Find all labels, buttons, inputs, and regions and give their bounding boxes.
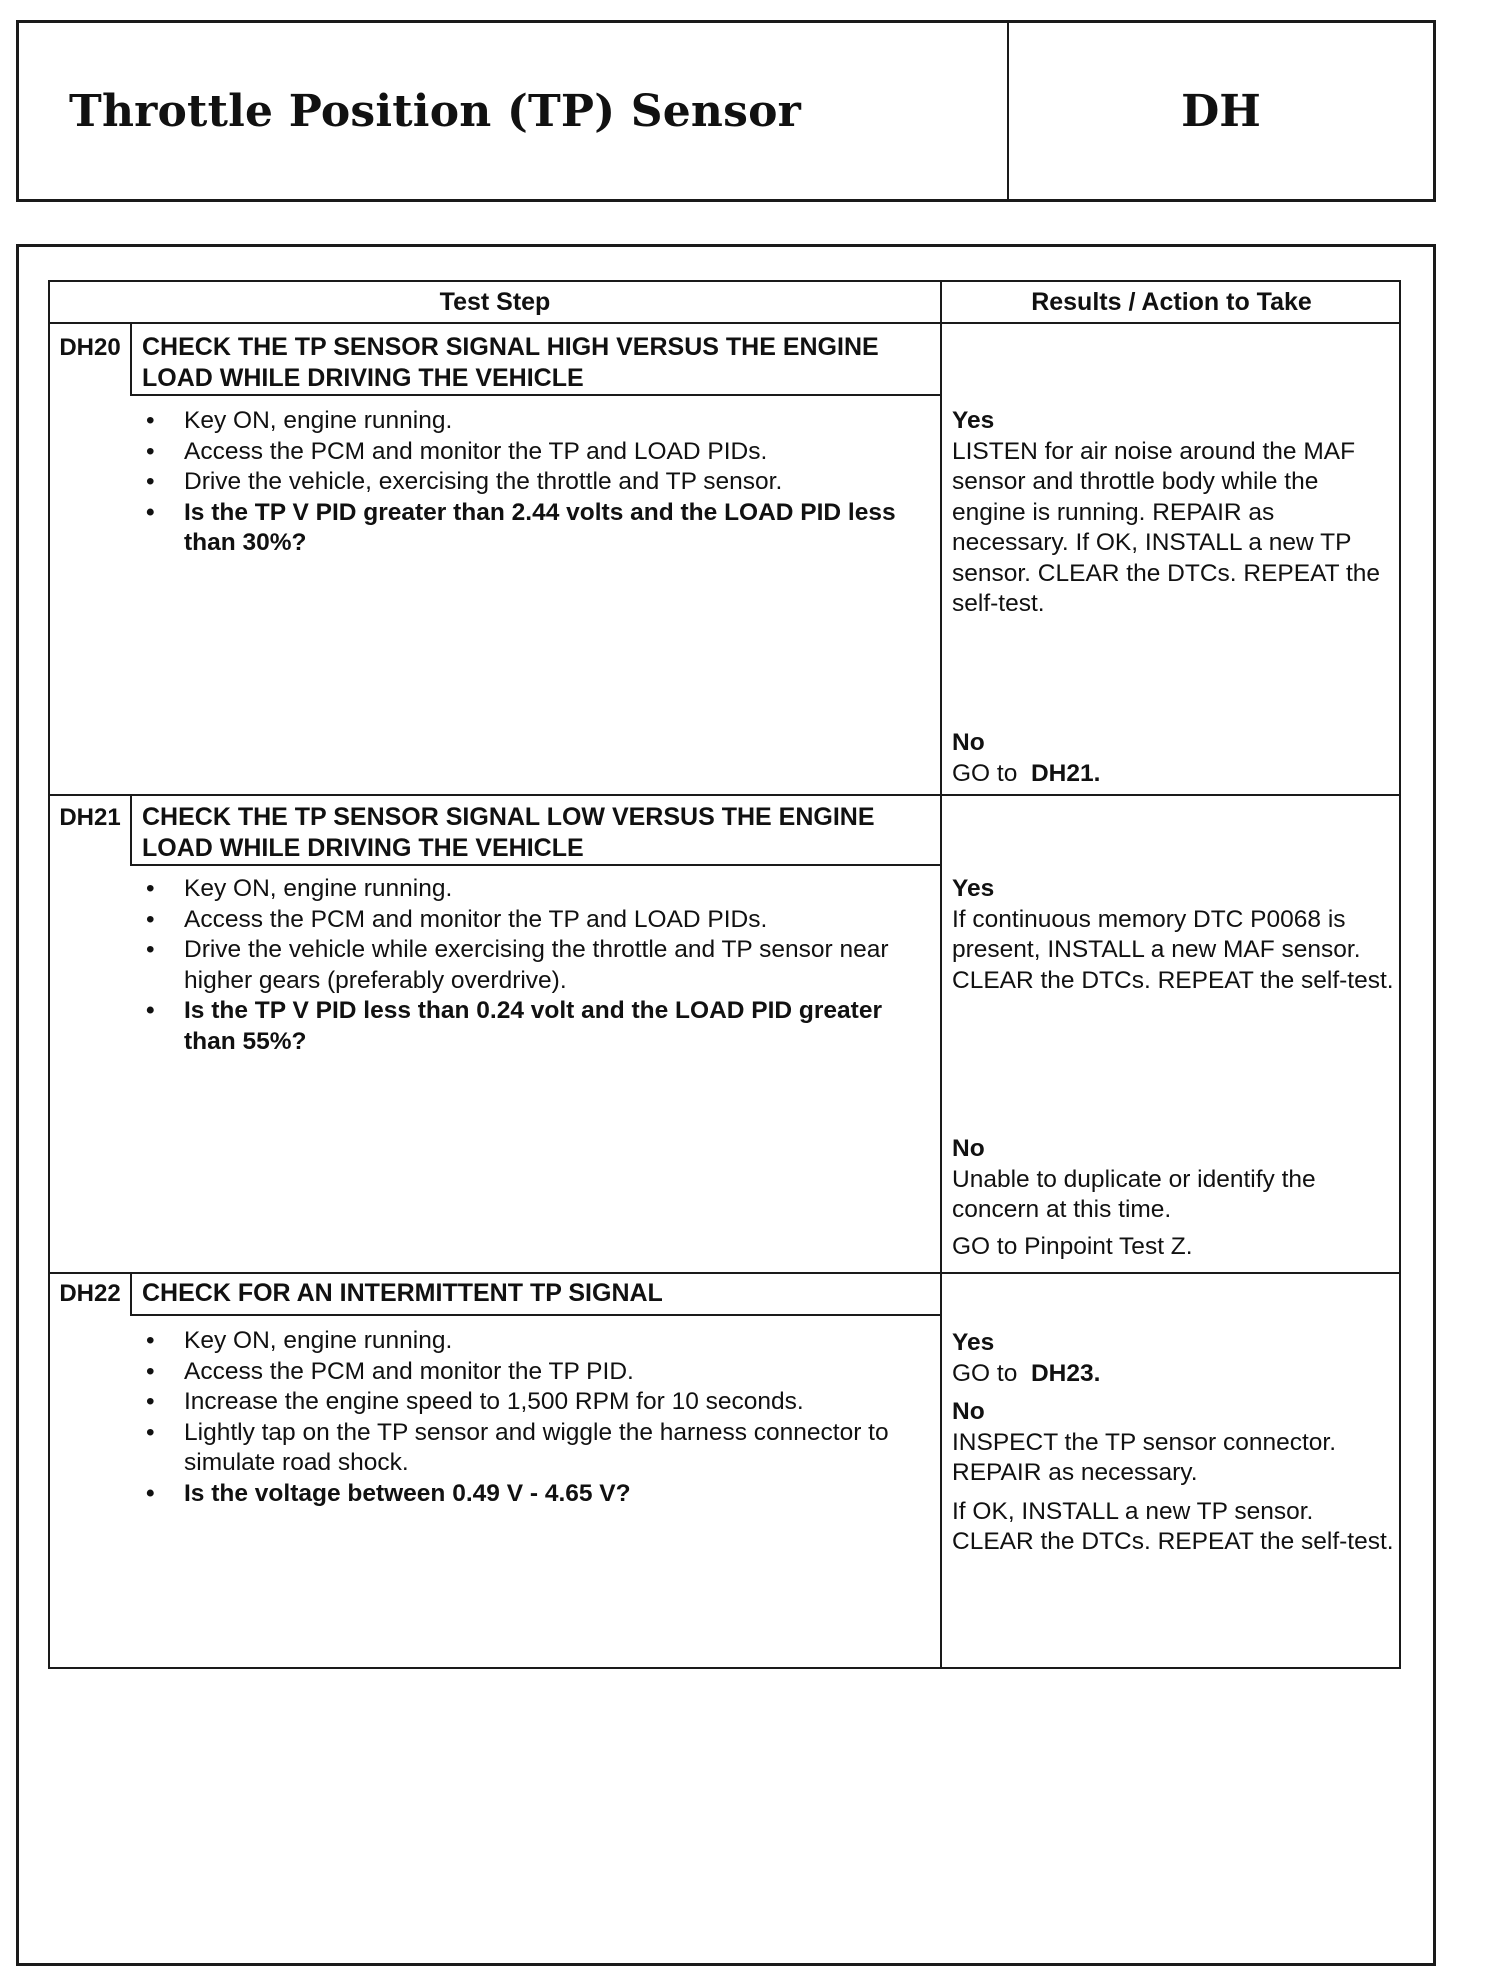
step-title-rule (130, 864, 940, 866)
list-item: • Access the PCM and monitor the TP and LOAD PIDs. (142, 437, 932, 468)
no-action (952, 759, 1397, 790)
goto-text: GO to Pinpoint Test Z. (952, 1232, 1193, 1260)
yes-result (952, 874, 1397, 996)
step-id-divider (130, 1274, 132, 1314)
list-item: • Key ON, engine running. (142, 406, 932, 437)
no-result (952, 728, 1397, 789)
list-item: • Increase the engine speed to 1,500 RPM for 10 seconds. (142, 1387, 932, 1418)
no-label: No (952, 1135, 985, 1162)
title-cell (19, 23, 1009, 199)
step-divider (50, 1272, 1399, 1274)
step-id: DH20 (59, 334, 121, 361)
step-question: • Is the TP V PID less than 0.24 volt and the LOAD PID greater than 55%? (142, 996, 932, 1057)
step-instructions (142, 406, 932, 559)
step-title: CHECK FOR AN INTERMITTENT TP SIGNAL (142, 1279, 663, 1307)
goto-text: GO to (952, 1359, 1018, 1387)
no-action: INSPECT the TP sensor connector. REPAIR as necessary. (952, 1428, 1337, 1486)
yes-result (952, 1328, 1397, 1558)
page-title: Throttle Position (TP) Sensor (69, 85, 802, 137)
step-instructions (142, 1326, 932, 1509)
step-instructions (142, 874, 932, 1057)
step-divider (50, 794, 1399, 796)
list-item: • Access the PCM and monitor the TP and LOAD PIDs. (142, 905, 932, 936)
yes-result (952, 406, 1397, 620)
list-item: • Key ON, engine running. (142, 874, 932, 905)
yes-label: Yes (952, 407, 995, 434)
step-question: • Is the voltage between 0.49 V - 4.65 V? (142, 1479, 932, 1510)
header-test-step: Test Step (439, 287, 551, 316)
step-question: • Is the TP V PID greater than 2.44 volts and the LOAD PID less than 30%? (142, 498, 932, 559)
step-id-divider (130, 324, 132, 394)
step-id: DH21 (59, 804, 121, 831)
no-label: No (952, 1398, 985, 1425)
yes-label: Yes (952, 875, 995, 902)
yes-action: If continuous memory DTC P0068 is present, INSTALL a new MAF sensor. CLEAR the DTCs. REPEAT the self-test. (952, 905, 1394, 994)
goto-text: GO to (952, 759, 1018, 787)
goto-target: DH21. (1030, 759, 1101, 787)
list-item: • Lightly tap on the TP sensor and wiggle the harness connector to simulate road shock. (142, 1418, 932, 1479)
no-label: No (952, 729, 985, 756)
step-id-divider (130, 796, 132, 864)
list-item: • Drive the vehicle, exercising the throttle and TP sensor. (142, 467, 932, 498)
no-action-followup: If OK, INSTALL a new TP sensor. CLEAR the DTCs. REPEAT the self-test. (952, 1497, 1394, 1555)
header-rule (50, 322, 1399, 324)
list-item: • Key ON, engine running. (142, 1326, 932, 1357)
goto-target: DH23. (1030, 1359, 1101, 1387)
step-title-rule (130, 394, 940, 396)
list-item: • Access the PCM and monitor the TP PID. (142, 1357, 932, 1388)
no-result (952, 1134, 1397, 1262)
column-divider (940, 282, 942, 1667)
code-cell (1009, 23, 1433, 199)
yes-action: LISTEN for air noise around the MAF sensor and throttle body while the engine is running. REPAIR as necessary. If OK, INSTALL a new TP sensor. CLEAR the DTCs. REPEAT the self-test. (952, 437, 1381, 617)
header-results: Results / Action to Take (1031, 287, 1312, 316)
step-title: CHECK THE TP SENSOR SIGNAL HIGH VERSUS THE ENGINE LOAD WHILE DRIVING THE VEHICLE (142, 333, 879, 392)
yes-label: Yes (952, 1329, 995, 1356)
step-title-rule (130, 1314, 940, 1316)
title-block (16, 20, 1436, 202)
pinpoint-code: DH (1181, 85, 1261, 137)
no-action: Unable to duplicate or identify the concern at this time. (952, 1165, 1316, 1223)
list-item: • Drive the vehicle while exercising the throttle and TP sensor near higher gears (preferably overdrive). (142, 935, 932, 996)
step-id: DH22 (59, 1280, 121, 1307)
test-step-table (48, 280, 1401, 1669)
step-title: CHECK THE TP SENSOR SIGNAL LOW VERSUS THE ENGINE LOAD WHILE DRIVING THE VEHICLE (142, 803, 875, 862)
yes-action (952, 1359, 1397, 1390)
